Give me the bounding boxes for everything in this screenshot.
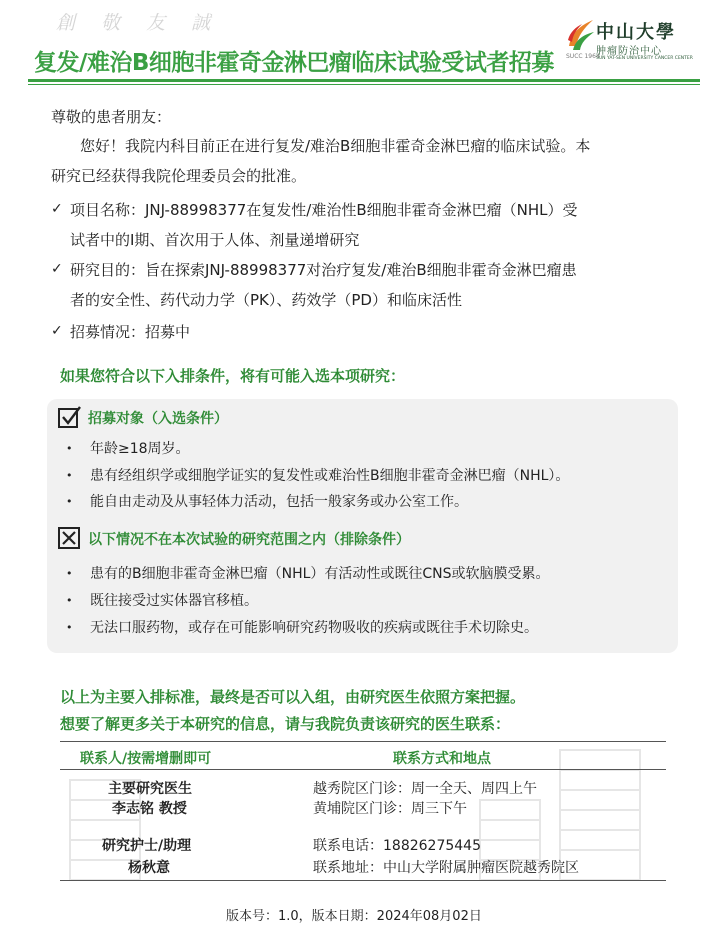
project-name-line1: 项目名称：JNJ-88998377在复发性/难治性B细胞非霍奇金淋巴瘤（NHL）受 <box>70 201 578 219</box>
intro-paragraph-line1: 您好！我院内科目前正在进行复发/难治B细胞非霍奇金淋巴瘤的临床试验。本 <box>80 137 591 155</box>
bullet: • <box>66 567 73 580</box>
contact-phone: 联系电话：18826275445 <box>313 838 481 854</box>
contact-address: 联系地址：中山大学附属肿瘤医院越秀院区 <box>313 860 579 876</box>
pi-name: 李志铭 教授 <box>112 801 187 817</box>
logo-name: 中山大學 <box>596 22 676 43</box>
nurse-role: 研究护士/助理 <box>102 838 192 854</box>
clinic-schedule-1: 越秀院区门诊：周一全天、周四上午 <box>313 781 537 797</box>
pi-role: 主要研究医生 <box>108 781 192 797</box>
inclusion-item: 患有经组织学或细胞学证实的复发性或难治性B细胞非霍奇金淋巴瘤（NHL）。 <box>90 468 570 484</box>
checkbox-crossed-icon <box>58 527 80 549</box>
table-header-rule <box>60 769 666 770</box>
header-motto: 創 敬 友 誠 <box>56 12 221 34</box>
header-rule <box>28 79 700 82</box>
version-footer: 版本号：1.0，版本日期：2024年08月02日 <box>226 909 482 924</box>
checkbox-checked-icon <box>58 406 82 428</box>
eligibility-heading: 如果您符合以下入排条件，将有可能入选本项研究： <box>60 367 406 385</box>
criteria-box <box>47 399 678 653</box>
study-purpose-line2: 者的安全性、药代动力学（PK）、药效学（PD）和临床活性 <box>70 291 462 309</box>
closing-line2: 想要了解更多关于本研究的信息，请与我院负责该研究的医生联系： <box>60 715 511 733</box>
bullet: • <box>66 442 73 455</box>
contact-col1-header: 联系人/按需增删即可 <box>80 751 212 767</box>
intro-paragraph-line2: 研究已经获得我院伦理委员会的批准。 <box>51 167 307 185</box>
exclusion-item: 既往接受过实体器官移植。 <box>90 593 258 609</box>
bullet: • <box>66 495 73 508</box>
inclusion-item: 能自由走动及从事轻体力活动，包括一般家务或办公室工作。 <box>90 494 468 510</box>
closing-line1: 以上为主要入排标准，最终是否可以入组，由研究医生依照方案把握。 <box>60 688 526 706</box>
inclusion-heading: 招募对象（入选条件） <box>88 411 228 427</box>
clinic-schedule-2: 黄埔院区门诊：周三下午 <box>313 801 467 817</box>
nurse-name: 杨秋意 <box>128 860 170 876</box>
exclusion-item: 无法口服药物，或存在可能影响研究药物吸收的疾病或既往手术切除史。 <box>90 620 538 636</box>
inclusion-item: 年龄≥18周岁。 <box>90 441 190 457</box>
bullet: • <box>66 469 73 482</box>
bullet: • <box>66 621 73 634</box>
project-name-line2: 试者中的I期、首次用于人体、剂量递增研究 <box>70 231 360 249</box>
salutation: 尊敬的患者朋友： <box>51 108 172 126</box>
contact-col2-header: 联系方式和地点 <box>393 751 491 767</box>
exclusion-item: 患有的B细胞非霍奇金淋巴瘤（NHL）有活动性或既往CNS或软脑膜受累。 <box>90 566 550 582</box>
recruitment-status: 招募情况：招募中 <box>70 323 191 341</box>
table-bottom-rule <box>60 880 666 881</box>
study-purpose-line1: 研究目的：旨在探索JNJ-88998377对治疗复发/难治B细胞非霍奇金淋巴瘤患 <box>70 261 577 279</box>
logo-english: SUN YAT-SEN UNIVERSITY CANCER CENTER <box>596 56 693 61</box>
header-rule-thin <box>28 84 700 85</box>
logo-subtitle: 肿瘤防治中心 <box>596 46 662 57</box>
check-icon: ✓ <box>51 201 63 217</box>
bullet: • <box>66 594 73 607</box>
check-icon: ✓ <box>51 261 63 277</box>
flame-logo-icon <box>566 16 600 60</box>
exclusion-heading: 以下情况不在本次试验的研究范围之内（排除条件） <box>88 532 410 548</box>
logo-mark-text: SUCC 1964 <box>566 53 600 60</box>
institution-logo <box>566 14 696 64</box>
table-top-rule <box>60 741 666 742</box>
page-title: 复发/难治B细胞非霍奇金淋巴瘤临床试验受试者招募 <box>34 50 554 76</box>
check-icon: ✓ <box>51 323 63 339</box>
